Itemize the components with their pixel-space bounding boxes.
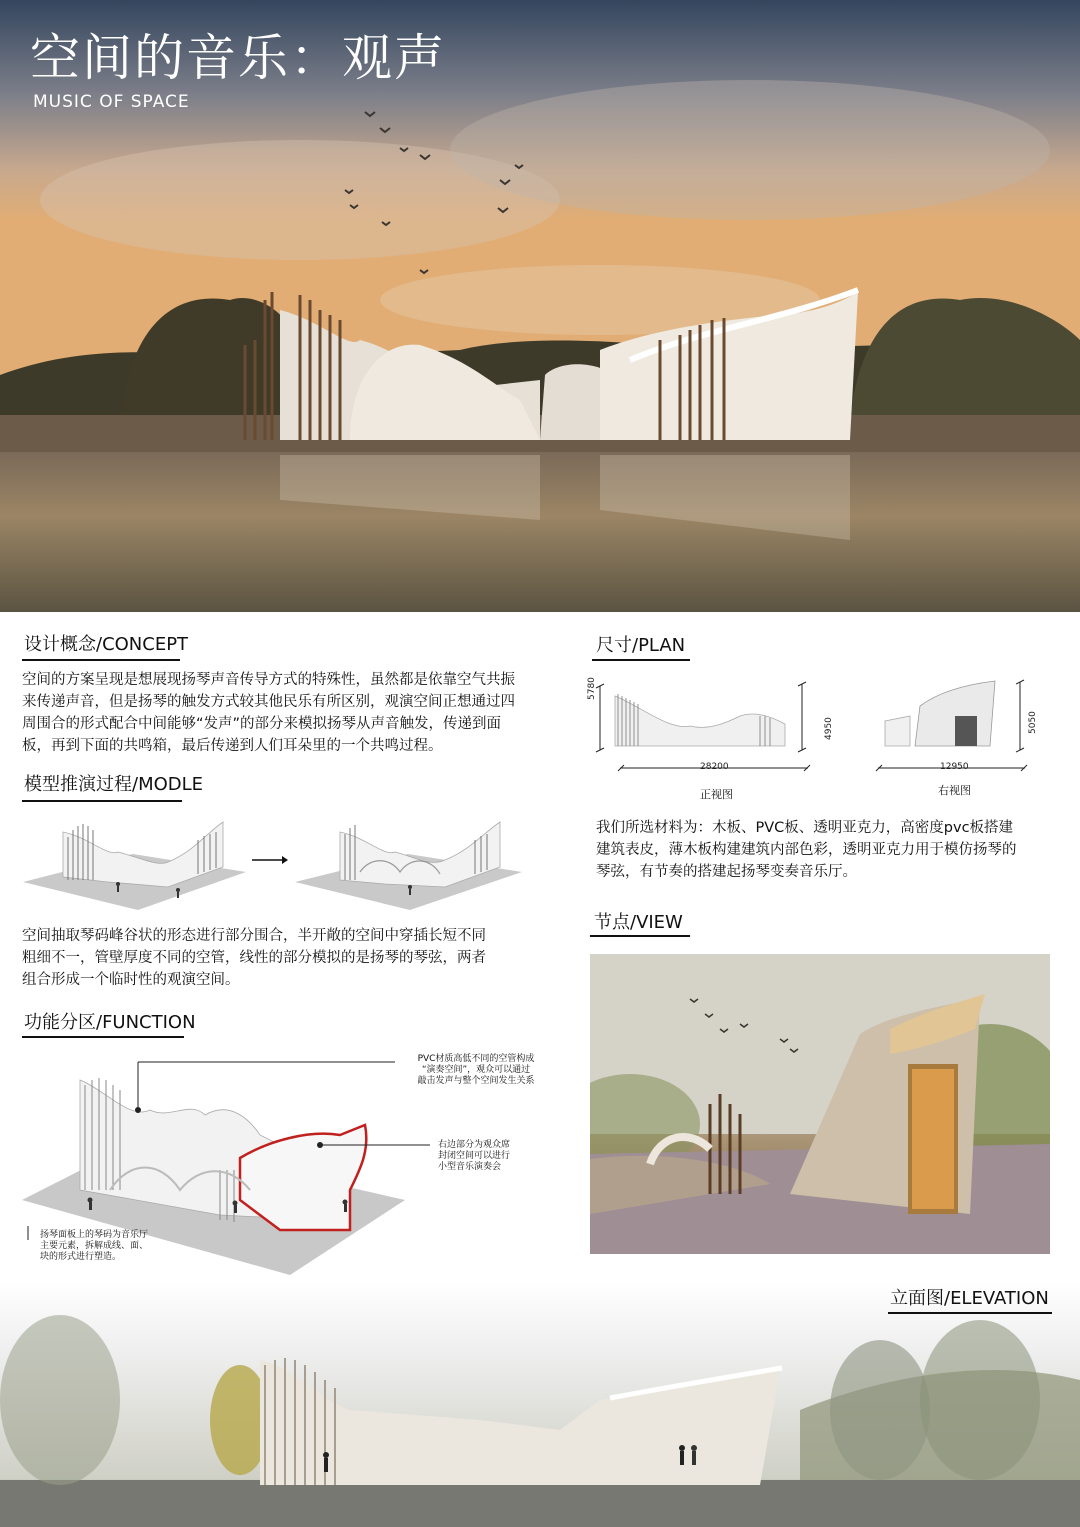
model-heading-underline bbox=[22, 800, 182, 802]
model-line: 粗细不一，管壁厚度不同的空管，线性的部分模拟的是扬琴的琴弦，两者 bbox=[22, 950, 486, 966]
model-line: 组合形成一个临时性的观演空间。 bbox=[22, 972, 240, 988]
view-render-illustration bbox=[590, 954, 1050, 1254]
page-subtitle: MUSIC OF SPACE bbox=[33, 92, 190, 112]
elevation-render-illustration bbox=[0, 1280, 1080, 1527]
concept-line: 板，再到下面的共鸣箱，最后传递到人们耳朵里的一个共鸣过程。 bbox=[22, 738, 443, 754]
model-arrow-icon bbox=[250, 850, 290, 870]
concept-heading-underline bbox=[22, 659, 180, 661]
concept-line: 空间的方案呈现是想展现扬琴声音传导方式的特殊性，虽然都是依靠空气共振 bbox=[22, 672, 515, 688]
model-step-1-diagram bbox=[18, 812, 248, 912]
concept-line: 来传递声音，但是扬琴的触发方式较其他民乐有所区别，观演空间正想通过四 bbox=[22, 694, 515, 710]
plan-line: 我们所选材料为：木板、PVC板、透明亚克力，高密度pvc板搭建 bbox=[596, 820, 1014, 836]
plan-right-caption: 右视图 bbox=[938, 784, 971, 797]
function-note-elements: 扬琴面板上的琴码为音乐厅 主要元素，拆解成线、面、 块的形式进行塑造。 bbox=[40, 1230, 149, 1262]
elevation-heading: 立面图/ELEVATION bbox=[890, 1288, 1049, 1309]
plan-line: 琴弦，有节奏的搭建起扬琴变奏音乐厅。 bbox=[596, 864, 857, 880]
model-step-2-diagram bbox=[290, 812, 525, 912]
plan-line: 建筑表皮，薄木板构建建筑内部色彩，透明亚克力用于模仿扬琴的 bbox=[596, 842, 1017, 858]
plan-front-height-left: 5780 bbox=[587, 677, 597, 700]
model-heading: 模型推演过程/MODLE bbox=[24, 774, 204, 795]
concept-text bbox=[22, 669, 562, 757]
plan-heading: 尺寸/PLAN bbox=[596, 635, 686, 656]
model-text bbox=[22, 925, 562, 991]
plan-right-height: 5050 bbox=[1028, 711, 1038, 734]
plan-front-view-drawing bbox=[590, 676, 820, 776]
view-heading: 节点/VIEW bbox=[594, 912, 683, 933]
function-heading-underline bbox=[22, 1036, 184, 1038]
plan-front-caption: 正视图 bbox=[700, 788, 733, 801]
function-note-audience: 右边部分为观众席 封闭空间可以进行 小型音乐演奏会 bbox=[438, 1140, 511, 1172]
plan-front-width: 28200 bbox=[700, 762, 729, 772]
plan-text bbox=[596, 817, 1056, 883]
plan-heading-underline bbox=[592, 659, 690, 661]
view-heading-underline bbox=[590, 935, 690, 937]
function-heading: 功能分区/FUNCTION bbox=[24, 1012, 196, 1033]
page-title: 空间的音乐：观声 bbox=[30, 29, 446, 87]
concept-line: 周围合的形式配合中间能够“发声”的部分来模拟扬琴从声音触发，传递到面 bbox=[22, 716, 502, 732]
plan-right-width: 12950 bbox=[940, 762, 969, 772]
elevation-render bbox=[0, 1280, 1080, 1527]
elevation-heading-underline bbox=[888, 1312, 1052, 1314]
view-render bbox=[590, 954, 1050, 1254]
concept-heading: 设计概念/CONCEPT bbox=[24, 634, 189, 655]
model-line: 空间抽取琴码峰谷状的形态进行部分围合，半开敞的空间中穿插长短不同 bbox=[22, 928, 486, 944]
plan-front-height-right: 4950 bbox=[824, 717, 834, 740]
function-note-play-space: PVC材质高低不同的空管构成 “演奏空间”，观众可以通过 敲击发声与整个空间发生关系 bbox=[417, 1054, 535, 1086]
